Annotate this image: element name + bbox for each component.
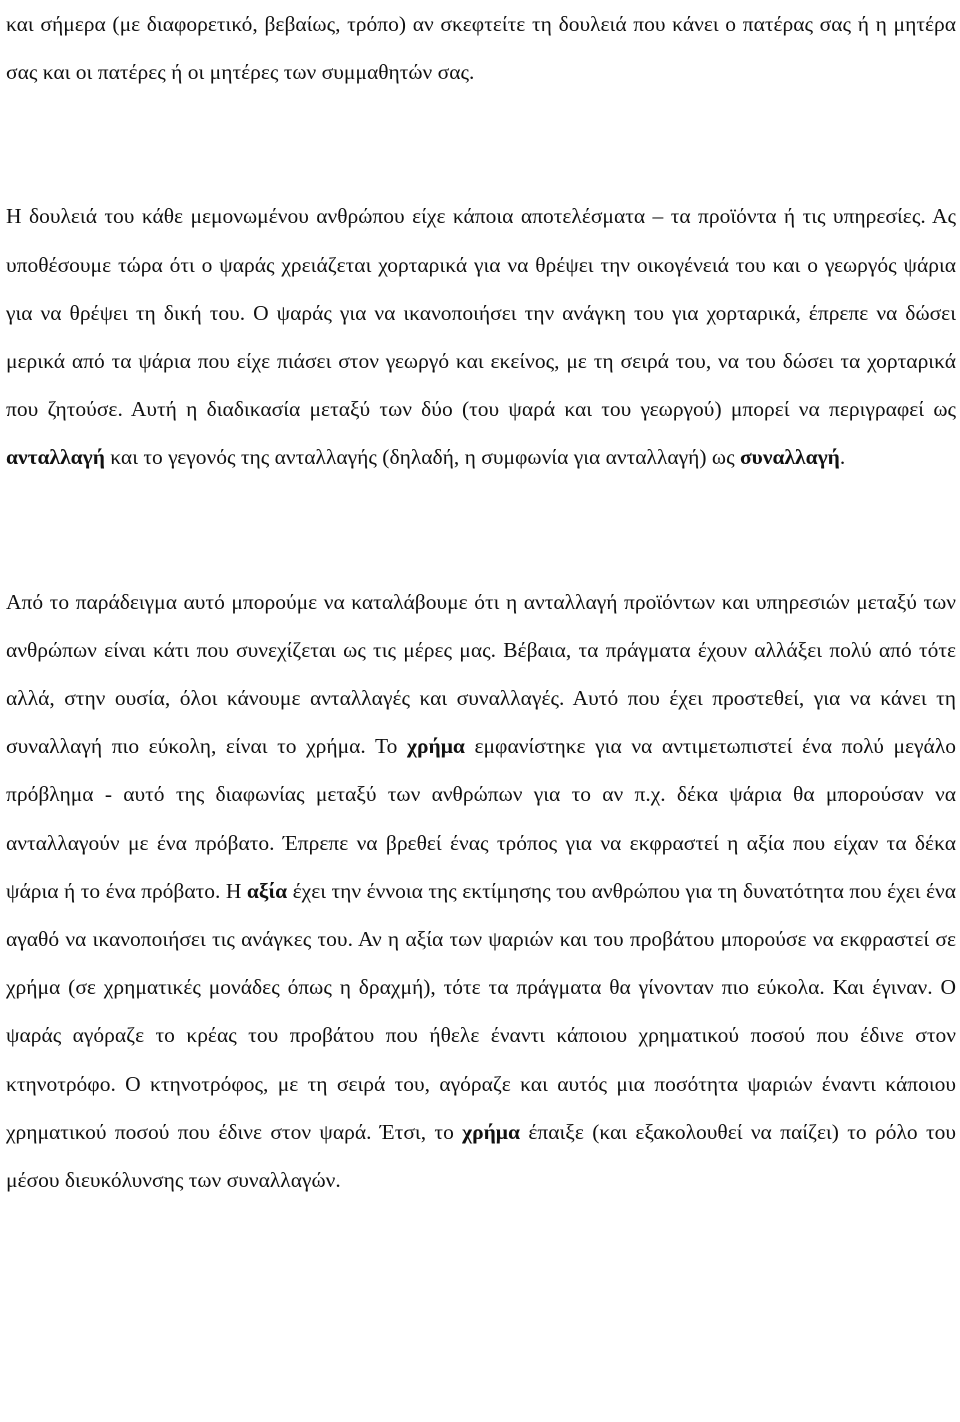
paragraph-3 bbox=[6, 578, 956, 1205]
paragraph-3-text-1: Από το παράδειγμα αυτό μπορούμε να καταλάβουμε ότι η ανταλλαγή προϊόντων και υπηρεσιών μεταξύ των ανθρώπων είναι κάτι που συνεχίζεται ως τις μέρες μας. Βέβαια, τα πράγματα έχουν αλλάξει πολύ από τότε αλλά, στην ουσία, όλοι κάνουμε ανταλλαγές και συναλλαγές. Αυτό που έχει προστεθεί, για να κάνει τη συναλλαγή πιο εύκολη, είναι το χρήμα. Το bbox=[6, 589, 956, 759]
paragraph-1-text: και σήμερα (με διαφορετικό, βεβαίως, τρόπο) αν σκεφτείτε τη δουλειά που κάνει ο πατέρας σας ή η μητέρα σας και οι πατέρες ή οι μητέρες των συμμαθητών σας. bbox=[6, 12, 956, 85]
document-page bbox=[6, 0, 956, 1204]
term-chrima-2: χρήμα bbox=[462, 1119, 520, 1144]
paragraph-spacer bbox=[6, 96, 956, 192]
term-axia: αξία bbox=[246, 878, 288, 903]
paragraph-spacer bbox=[6, 482, 956, 578]
term-synallagi: συναλλαγή bbox=[739, 445, 840, 470]
paragraph-3-text-3: έχει την έννοια της εκτίμησης του ανθρώπου για τη δυνατότητα που έχει ένα αγαθό να ικανοποιήσει τις ανάγκες του. Αν η αξία των ψαριών και του προβάτου μπορούσε να εκφραστεί σε χρήμα (σε χρηματικές μονάδες όπως η δραχμή), τότε τα πράγματα θα γίνονταν πιο εύκολα. Και έγιναν. Ο ψαράς αγόραζε το κρέας του προβάτου που ήθελε έναντι κάποιου χρηματικού ποσού που έδινε στον κτηνοτρόφο. Ο κτηνοτρόφος, με τη σειρά του, αγόραζε και αυτός μια ποσότητα ψαριών έναντι κάποιου χρηματικού ποσού που έδινε στον ψαρά. Έτσι, το bbox=[6, 878, 957, 1144]
paragraph-2-text-1: Η δουλειά του κάθε μεμονωμένου ανθρώπου είχε κάποια αποτελέσματα – τα προϊόντα ή τις υπηρεσίες. Ας υποθέσουμε τώρα ότι ο ψαράς χρειάζεται χορταρικά για να θρέψει την οικογένειά του και ο γεωργός ψάρια για να θρέψει τη δική του. Ο ψαράς για να ικανοποιήσει την ανάγκη του για χορταρικά, έπρεπε να δώσει μερικά από τα ψάρια που είχε πιάσει στον γεωργό και εκείνος, με τη σειρά του, να του δώσει τα χορταρικά που ζητούσε. Αυτή η διαδικασία μεταξύ των δύο (του ψαρά και του γεωργού) μπορεί να περιγραφεί ως bbox=[6, 204, 956, 422]
paragraph-2-text-2: και το γεγονός της ανταλλαγής (δηλαδή, η συμφωνία για ανταλλαγή) ως bbox=[104, 445, 740, 470]
paragraph-1 bbox=[6, 0, 956, 96]
term-antallagi: ανταλλαγή bbox=[6, 445, 105, 470]
paragraph-2 bbox=[6, 192, 956, 481]
paragraph-3-text-4: έπαιξε (και εξακολουθεί να παίζει) το ρόλο του μέσου διευκόλυνσης των συναλλαγών. bbox=[6, 1119, 956, 1193]
paragraph-3-text-2: εμφανίστηκε για να αντιμετωπιστεί ένα πολύ μεγάλο πρόβλημα - αυτό της διαφωνίας μεταξύ των ανθρώπων για το αν π.χ. δέκα ψάρια θα μπορούσαν να ανταλλαγούν με ένα πρόβατο. Έπρεπε να βρεθεί ένας τρόπος για να εκφραστεί η αξία που είχαν τα δέκα ψάρια ή το ένα πρόβατο. Η bbox=[6, 734, 956, 903]
paragraph-2-text-3: . bbox=[839, 445, 846, 470]
term-chrima: χρήμα bbox=[407, 734, 465, 759]
